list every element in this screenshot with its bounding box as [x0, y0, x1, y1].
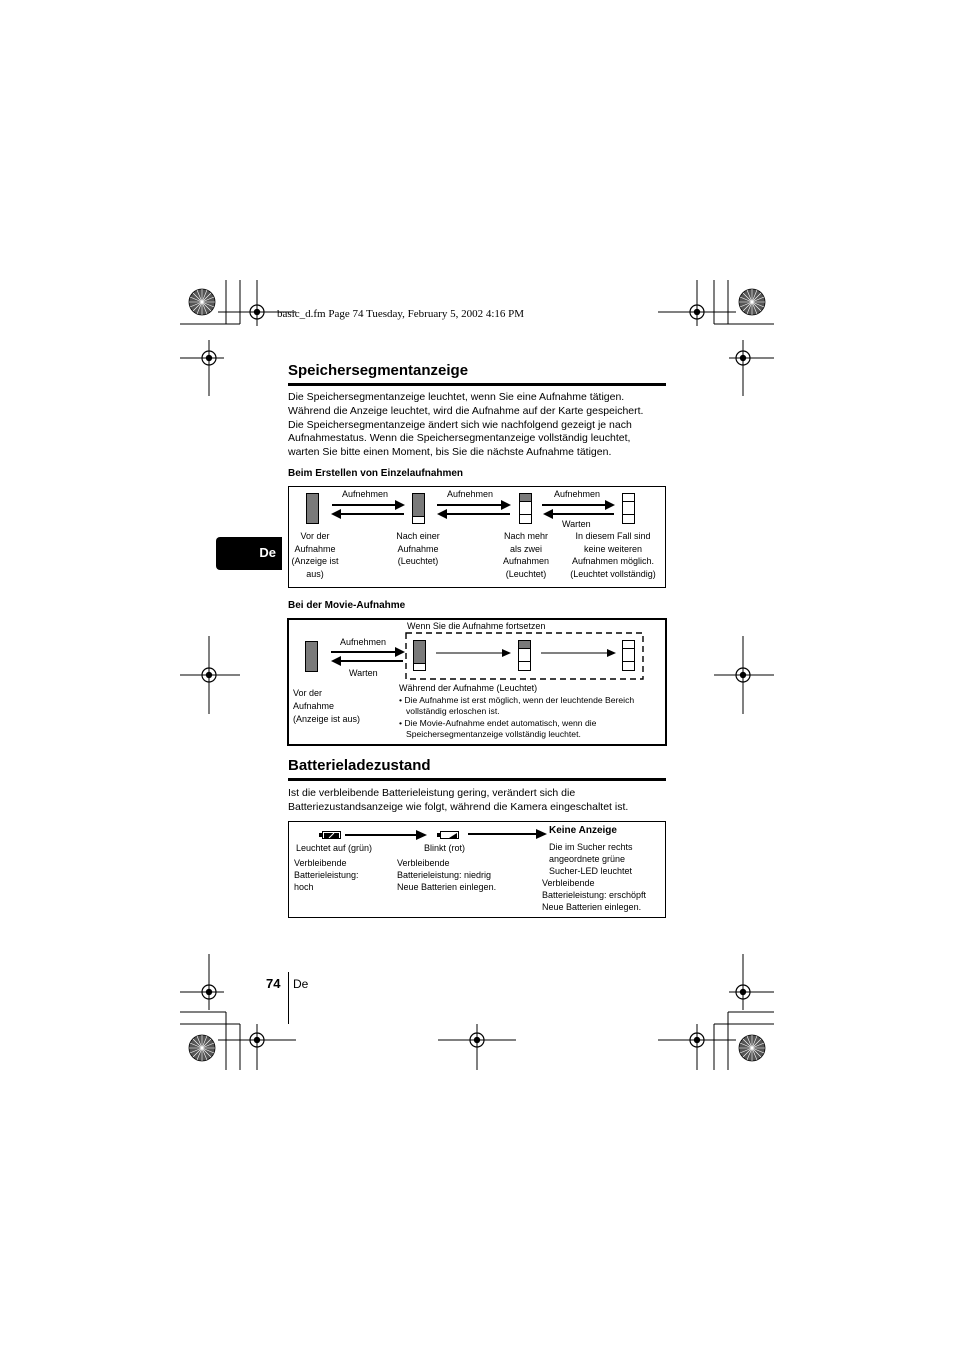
- footer-language: De: [293, 977, 309, 991]
- single-shot-subtitle: Beim Erstellen von Einzelaufnahmen: [288, 468, 464, 479]
- battery-state1-label: Leuchtet auf (grün): [296, 843, 373, 853]
- battery-state3-note: Die im Sucher rechts angeordnete grüne Sucher-LED leuchtet: [549, 842, 633, 877]
- battery-state3-desc: Verbleibende Batterieleistung: erschöpft Neue Batterien einlegen.: [542, 878, 647, 913]
- state-after-one-shot: Nach einer Aufnahme (Leuchtet): [396, 531, 440, 567]
- battery-intro: Ist die verbleibende Batterieleistung gering, verändert sich die Batteriezustandsanzeige wie folgt, während die Kamera eingeschaltet ist.: [288, 787, 629, 813]
- movie-gauge-full: [622, 640, 635, 671]
- arrow-label-record-3: Aufnehmen: [554, 489, 601, 499]
- title-rule: [288, 778, 666, 781]
- battery-state2-desc: Verbleibende Batterieleistung: niedrig Neue Batterien einlegen.: [397, 858, 497, 893]
- movie-before-label: Vor der Aufnahme (Anzeige ist aus): [293, 688, 361, 724]
- state-full: In diesem Fall sind keine weiteren Aufnahmen möglich. (Leuchtet vollständig): [570, 531, 656, 579]
- section-title-battery: Batterieladezustand: [288, 757, 431, 774]
- footer-divider: [288, 972, 289, 1024]
- state-after-two-shots: Nach mehr als zwei Aufnahmen (Leuchtet): [502, 531, 550, 579]
- single-shot-diagram: [288, 486, 666, 588]
- movie-note-1: • Die Aufnahme ist erst möglich, wenn der leuchtende Bereich vollständig erloschen ist.: [399, 695, 635, 716]
- language-tab: De: [216, 537, 282, 570]
- battery-diagram: [288, 821, 666, 918]
- battery-state1-desc: Verbleibende Batterieleistung: hoch: [294, 858, 359, 893]
- movie-during-label: Während der Aufnahme (Leuchtet): [399, 683, 538, 693]
- title-rule: [288, 383, 666, 386]
- movie-subtitle: Bei der Movie-Aufnahme: [288, 600, 406, 611]
- movie-diagram: [287, 618, 667, 746]
- section-title-memory-gauge: Speichersegmentanzeige: [288, 362, 469, 379]
- movie-gauge-recording-2: [518, 640, 531, 671]
- movie-arrow-wait: Warten: [349, 668, 378, 678]
- arrow-label-record-1: Aufnehmen: [342, 489, 389, 499]
- state-before-shooting: Vor der Aufnahme (Anzeige ist aus): [291, 531, 339, 579]
- continue-label: Wenn Sie die Aufnahme fortsetzen: [407, 621, 546, 631]
- movie-gauge-recording-1: [413, 640, 426, 671]
- page-number: 74: [266, 976, 281, 991]
- arrow-label-record-2: Aufnehmen: [447, 489, 494, 499]
- movie-note-2: • Die Movie-Aufnahme endet automatisch, wenn die Speichersegmentanzeige vollständig leuchtet.: [399, 718, 597, 739]
- file-header: basic_d.fm Page 74 Tuesday, February 5, 2002 4:16 PM: [277, 308, 525, 320]
- arrow-label-wait: Warten: [562, 519, 591, 529]
- battery-state3-title: Keine Anzeige: [549, 825, 617, 836]
- movie-arrow-record: Aufnehmen: [340, 637, 387, 647]
- battery-state2-label: Blinkt (rot): [424, 843, 466, 853]
- memory-intro: Die Speichersegmentanzeige leuchtet, wenn Sie eine Aufnahme tätigen. Während die Anzeige leuchtet, wird die Aufnahme auf der Karte gespeichert. Die Speichersegmentanzeige ändert sich wie nachfolgend gezeigt je nach Aufnahmestatus. Wenn die Speichersegmentanzeige vollständig leuchtet, warten Sie bitte einen Moment, bis Sie die nächste Aufnahme tätigen.: [288, 391, 644, 459]
